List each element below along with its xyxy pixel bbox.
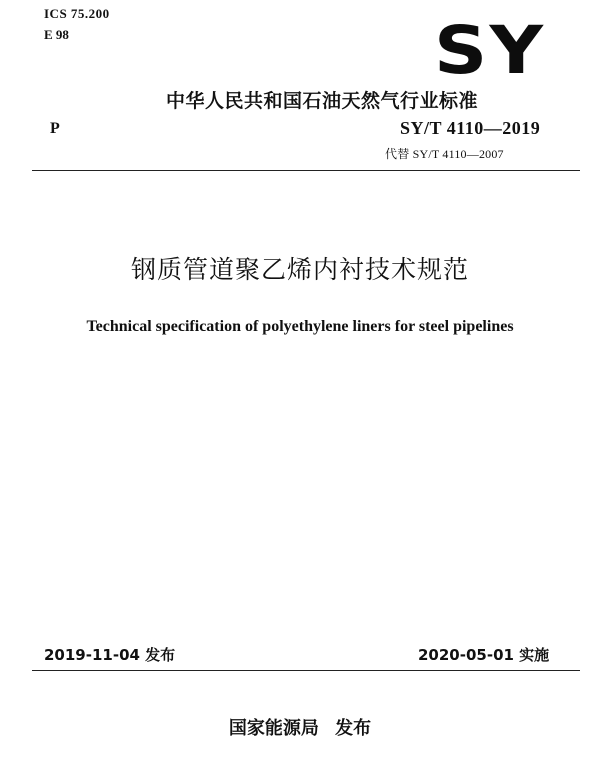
ics-code: ICS 75.200 (44, 6, 110, 21)
category-code: P (50, 120, 60, 137)
issue-date: 2019-11-04 发布 (44, 646, 176, 664)
standard-number: SY/T 4110—2019 (400, 118, 541, 138)
chinese-title: 钢质管道聚乙烯内衬技术规范 (130, 255, 469, 284)
top-divider (32, 170, 580, 171)
sy-logo: SY (434, 12, 546, 89)
replaces-note: 代替 SY/T 4110—2007 (385, 147, 504, 161)
publisher: 国家能源局 发布 (228, 718, 372, 739)
standard-title: 中华人民共和国石油天然气行业标准 (166, 90, 479, 112)
bottom-divider (32, 670, 580, 671)
ccs-code: E 98 (44, 27, 69, 42)
implementation-date: 2020-05-01 实施 (418, 646, 550, 664)
english-title: Technical specification of polyethylene liners for steel pipelines (86, 318, 514, 335)
